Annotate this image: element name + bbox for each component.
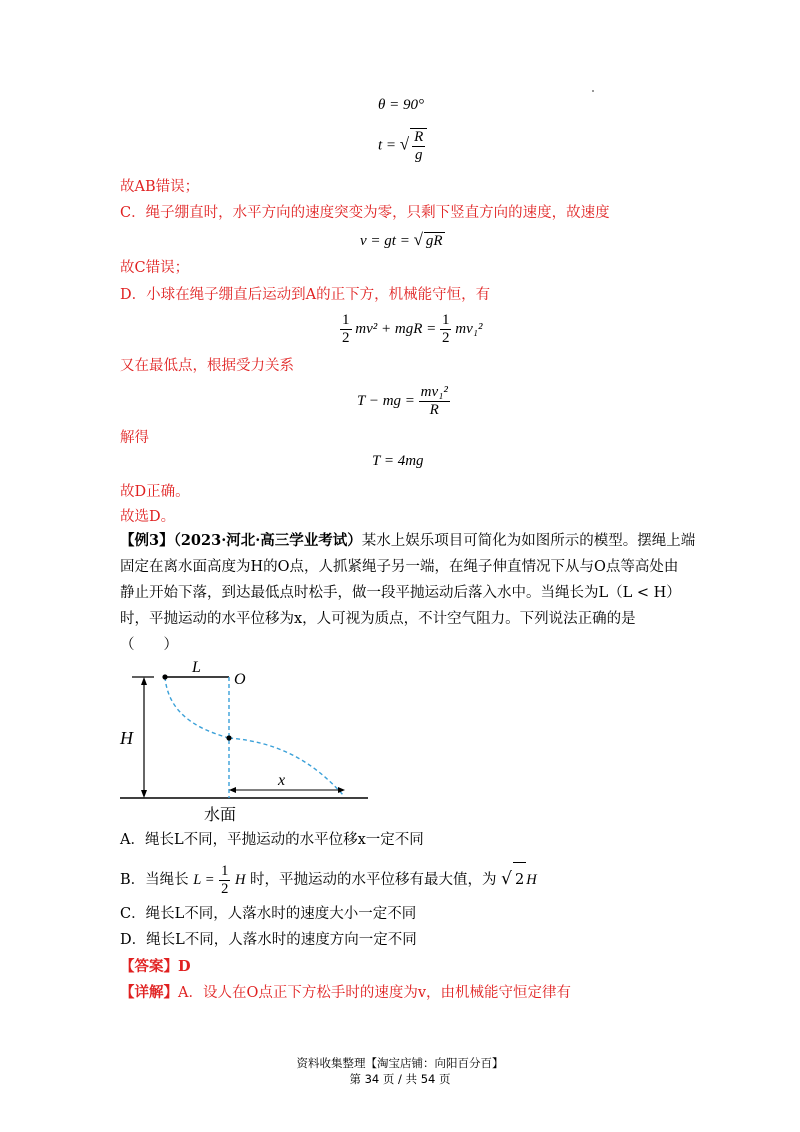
option-b-denominator: 2 xyxy=(221,880,229,897)
detail-tag: 【详解】 xyxy=(120,984,178,1001)
example-stem-line-2: 固定在离水面高度为H的O点，人抓紧绳子另一端，在绳子伸直情况下从与O点等高处由 xyxy=(120,559,679,575)
sqrt-icon: √ xyxy=(413,230,423,249)
option-b-prefix: B．当绳长 xyxy=(120,872,189,888)
example-stem-line-1 xyxy=(120,531,695,551)
text-choose-d: 故选D。 xyxy=(120,509,176,525)
height-arrow-up-icon xyxy=(141,677,147,685)
label-x: x xyxy=(278,772,286,789)
option-b-middle: 时，平抛运动的水平位移有最大值，为 xyxy=(250,872,497,888)
option-b-value-H: H xyxy=(526,872,537,888)
option-b-L: L = xyxy=(193,872,215,888)
energy-rhs-numerator: 1 xyxy=(441,312,450,328)
height-arrow-down-icon xyxy=(141,790,147,798)
tension-numerator: mv₁² xyxy=(420,384,448,400)
equation-theta: θ = 90° xyxy=(378,97,424,113)
page-mark xyxy=(592,90,594,92)
label-H: H xyxy=(120,728,133,748)
option-b-H: H xyxy=(234,872,246,888)
example-stem-line-4: 时，平抛运动的水平位移为x，人可视为质点，不计空气阻力。下列说法正确的是 xyxy=(120,611,636,627)
answer-label: 【答案】D xyxy=(120,958,191,975)
energy-rhs: mv₁² xyxy=(455,320,483,337)
text-solve: 解得 xyxy=(120,430,149,446)
option-a: A．绳长L不同，平抛运动的水平位移x一定不同 xyxy=(120,832,424,848)
equation-t xyxy=(378,128,427,164)
example-tag: 【例3】 xyxy=(120,532,174,549)
energy-rhs-denominator: 2 xyxy=(441,330,450,346)
text-ab-wrong: 故AB错误； xyxy=(120,179,200,195)
text-c-wrong: 故C错误； xyxy=(120,260,190,276)
swing-arc xyxy=(165,677,229,738)
energy-middle: mv² + mgR = xyxy=(355,320,437,337)
label-O: O xyxy=(234,671,246,688)
displacement-arrow-right-icon xyxy=(338,787,345,793)
start-point xyxy=(162,674,167,679)
option-d: D．绳长L不同，人落水时的速度方向一定不同 xyxy=(120,932,417,948)
equation-t-denominator: g xyxy=(414,147,423,163)
release-point xyxy=(226,735,231,740)
option-b-numerator: 1 xyxy=(221,862,229,879)
footer-source: 资料收集整理【淘宝店铺：向阳百分百】 xyxy=(296,1056,504,1070)
text-option-c-analysis: C．绳子绷直时，水平方向的速度突变为零，只剩下竖直方向的速度，故速度 xyxy=(120,205,610,221)
text-lowest-point: 又在最低点，根据受力关系 xyxy=(120,358,294,374)
option-c: C．绳长L不同，人落水时的速度大小一定不同 xyxy=(120,906,417,922)
equation-v-root: gR xyxy=(425,233,443,249)
equation-t-lhs: t = xyxy=(378,137,397,154)
text-option-d-analysis: D．小球在绳子绷直后运动到A的正下方，机械能守恒，有 xyxy=(120,287,491,303)
sqrt-icon: √ xyxy=(501,869,512,889)
projectile-curve xyxy=(229,738,344,796)
equation-v-lhs: v = gt = xyxy=(360,233,410,249)
example-stem-1: 某水上娱乐项目可简化为如图所示的模型。摆绳上端 xyxy=(361,533,696,549)
text-d-correct: 故D正确。 xyxy=(120,484,190,500)
sqrt-icon: √ xyxy=(399,134,410,154)
tension-denominator: R xyxy=(429,402,439,418)
energy-lhs-denominator: 2 xyxy=(342,330,350,346)
equation-t-numerator: R xyxy=(414,129,424,145)
detail-text: A．设人在O点正下方松手时的速度为v，由机械能守恒定律有 xyxy=(178,985,572,1001)
pendulum-figure xyxy=(118,656,378,826)
example-source: （2023·河北·高三学业考试） xyxy=(173,532,362,549)
equation-v xyxy=(360,230,445,250)
detail-line xyxy=(120,983,571,1003)
answer-blank: （ ） xyxy=(120,637,178,653)
equation-energy xyxy=(340,312,482,347)
page-number: 第 34 页 / 共 54 页 xyxy=(349,1072,451,1086)
label-water: 水面 xyxy=(204,805,237,824)
example-stem-line-3: 静止开始下落，到达最低点时松手，做一段平抛运动后落入水中。当绳长为L（L < H） xyxy=(120,585,681,601)
energy-lhs-numerator: 1 xyxy=(342,312,350,328)
equation-result: T = 4mg xyxy=(372,453,424,469)
displacement-arrow-left-icon xyxy=(229,787,236,793)
label-L: L xyxy=(192,659,201,676)
equation-tension xyxy=(357,384,450,419)
option-b xyxy=(120,862,537,898)
option-b-value: 2 xyxy=(513,862,526,897)
tension-lhs: T − mg = xyxy=(357,392,415,409)
